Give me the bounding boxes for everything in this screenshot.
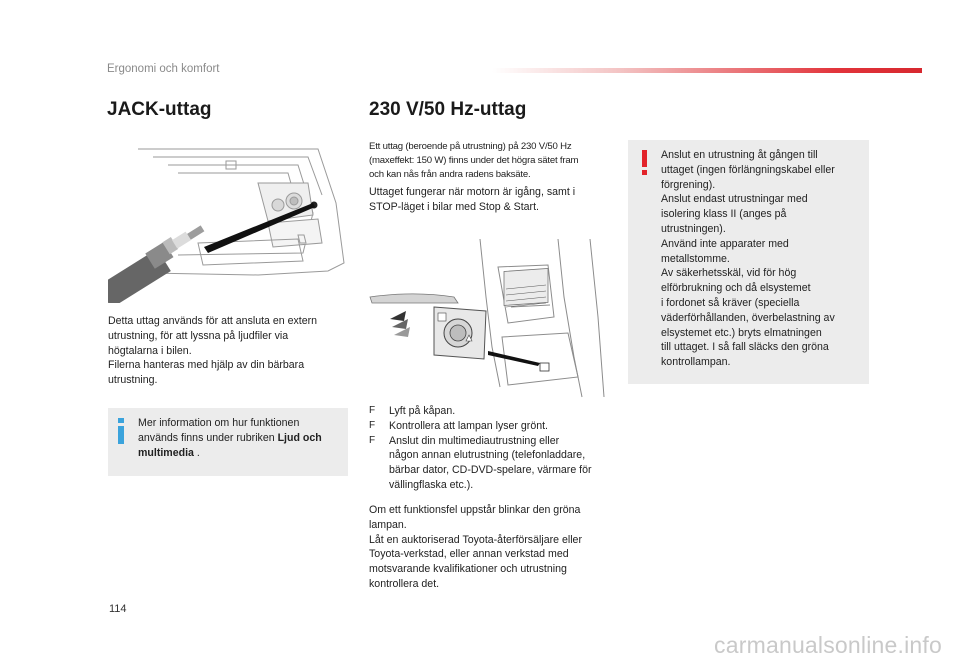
text-line [138,431,342,446]
text-line: Använd inte apparater med [661,237,789,250]
outlet-intro [369,185,619,215]
outlet-illustration [368,237,606,399]
text-line: STOP-läget i bilar med Stop & Start. [369,200,539,213]
list-item [369,404,619,419]
text-line: kontrollera det. [369,577,440,590]
text-line: Om ett funktionsfel uppstår blinkar den gröna [369,504,581,516]
text-line: utrustning. [108,374,158,387]
text-line: Ett uttag (beroende på utrustning) på 230 V/50 Hz [369,141,572,152]
text-line: (maxeffekt: 150 W) finns under det högra sätet fram [369,155,579,166]
info-box [108,408,348,476]
text-line: lampan. [369,518,407,531]
text-line: utrustningen). [661,222,726,235]
text-line: till uttaget. I så fall släcks den gröna [661,341,829,354]
jack-description [108,314,348,388]
text-line: förgrening). [661,178,716,191]
text-line: elförbrukning och då elsystemet [661,282,811,295]
exclamation-icon [642,150,648,176]
step-text: Lyft på kåpan. [389,405,456,417]
step-text: Anslut din multimediautrustning eller [389,434,560,447]
text-line: Toyota-verkstad, eller annan verkstad med [369,548,569,561]
text-line: elsystemet etc.) bryts elmatningen [661,326,822,339]
text-line: Av säkerhetsskäl, vid för hög [661,267,797,280]
text-line: i fordonet så kräver (speciella [661,296,800,309]
info-text [138,416,342,460]
text-line: isolering klass II (anges på [661,208,787,221]
warning-text [661,148,865,370]
watermark: carmanualsonline.info [714,632,942,658]
text-line [138,446,342,461]
page-number: 114 [109,603,127,615]
step-text: vällingflaska etc.). [389,478,474,491]
step-text: någon annan elutrustning (telefonladdare, [389,449,586,462]
text-line: motsvarande kvalifikationer och utrustning [369,563,567,576]
text-line: Anslut endast utrustningar med [661,193,808,206]
list-item [369,434,619,493]
text-line: Uttaget fungerar när motorn är igång, samt i [369,186,576,198]
header-accent-bar [492,68,922,73]
text-line: Filerna hanteras med hjälp av din bärbara [108,359,305,372]
steps-list [369,404,619,493]
list-item [369,419,619,434]
text-line: och kan nås från andra radens baksäte. [369,169,531,180]
bullet-marker: F [369,419,376,431]
text-line: metallstomme. [661,252,730,265]
step-text: Kontrollera att lampan lyser grönt. [389,419,548,432]
link-ljud-multimedia: Ljud och [277,431,322,444]
text-line: Mer information om hur funktionen [138,417,300,429]
text-line: högtalarna i bilen. [108,344,192,357]
jack-socket-illustration [108,143,348,303]
text-line: utrustning, för att lyssna på ljudfiler via [108,329,289,342]
info-text-part: . [193,446,200,459]
outlet-title: 230 V/50 Hz-uttag [369,99,527,120]
text-line: kontrollampan. [661,356,731,369]
fault-text [369,503,619,592]
jack-title: JACK-uttag [107,99,212,120]
text-line: uttaget (ingen förlängningskabel eller [661,163,835,176]
text-line: Detta uttag används för att ansluta en extern [108,315,318,327]
text-line: Låt en auktoriserad Toyota-återförsäljare eller [369,533,582,546]
text-line: Anslut en utrustning åt gången till [661,149,818,161]
info-text-part: används finns under rubriken [138,431,278,444]
section-label: Ergonomi och komfort [107,63,220,75]
step-text: bärbar dator, CD-DVD-spelare, värmare för [389,464,592,477]
info-icon [117,418,125,444]
bullet-marker: F [369,405,376,416]
bullet-marker: F [369,434,376,446]
outlet-intro-small [369,140,619,182]
warning-box [628,140,869,384]
link-ljud-multimedia-cont: multimedia [138,446,194,459]
text-line: väderförhållanden, överbelastning av [661,311,835,324]
